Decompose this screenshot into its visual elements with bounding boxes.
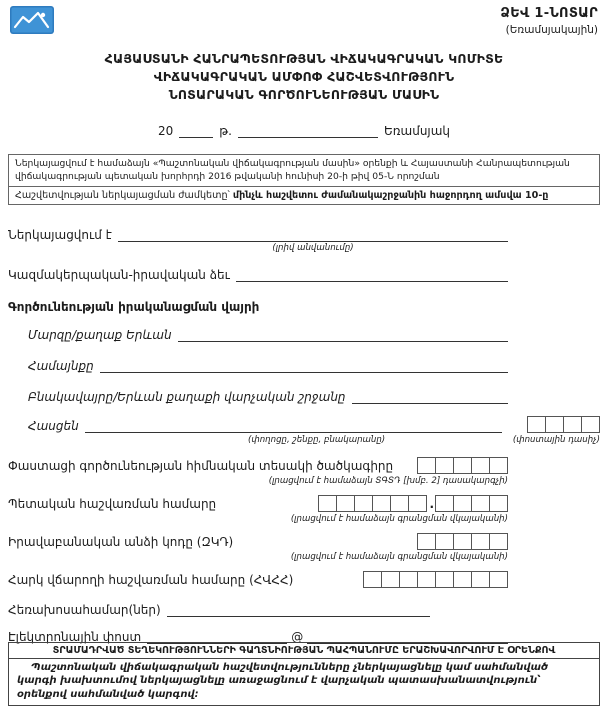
code-box[interactable] — [408, 495, 427, 512]
field-community — [28, 358, 600, 373]
code-box[interactable] — [581, 416, 600, 433]
year-prefix: 20 — [158, 124, 174, 138]
field-marz — [28, 327, 600, 342]
postal-code-hint: (փոստային դասիչ) — [512, 435, 600, 445]
code-box[interactable] — [435, 533, 454, 550]
form-title — [8, 50, 600, 104]
field-activity-code — [8, 457, 600, 474]
state-reg-boxes-right — [436, 495, 508, 512]
taxpayer-id-label: Հարկ վճարողի հաշվառման համարը (ՀՎՀՀ) — [8, 572, 294, 587]
community-label: Համայնքը — [28, 359, 94, 373]
code-box[interactable] — [453, 533, 472, 550]
page-header — [8, 6, 600, 36]
address-input[interactable] — [85, 418, 502, 433]
code-box[interactable] — [489, 457, 508, 474]
code-box[interactable] — [453, 457, 472, 474]
code-box[interactable] — [435, 495, 454, 512]
year-input[interactable] — [179, 124, 213, 138]
field-presented-by — [8, 227, 600, 242]
legal-entity-code-boxes — [418, 533, 508, 550]
code-box[interactable] — [318, 495, 337, 512]
code-box[interactable] — [527, 416, 546, 433]
org-legal-form-label: Կազմակերպական-իրավական ձեւ — [8, 268, 230, 282]
activity-code-hint: (լրացվում է համաձայն ՏԳՏԴ [խմբ. 2] դասակարգչի) — [268, 476, 508, 486]
field-settlement — [28, 389, 600, 404]
legal-entity-code-label: Իրավաբանական անձի կոդը (ԶԿԴ) — [8, 534, 234, 549]
address-label: Հասցեն — [28, 419, 79, 433]
field-address — [28, 416, 600, 433]
form-periodicity: (Եռամսյակային) — [505, 24, 598, 36]
field-taxpayer-id — [8, 571, 600, 588]
code-box[interactable] — [363, 571, 382, 588]
code-box[interactable] — [471, 533, 490, 550]
activity-code-label: Փաստացի գործունեության հիմնական տեսակի ծածկագիրը — [8, 458, 394, 473]
legal-box — [8, 154, 600, 205]
title-line-3: ՆՈՏԱՐԱԿԱՆ ԳՈՐԾՈՒՆԵՈՒԹՅԱՆ ՄԱՍԻՆ — [168, 87, 440, 102]
field-legal-entity-code — [8, 533, 600, 550]
legal-entity-code-hint: (լրացվում է համաձայն գրանցման վկայականի) — [290, 552, 508, 562]
postal-code-boxes — [528, 416, 600, 433]
code-box[interactable] — [381, 571, 400, 588]
code-box[interactable] — [390, 495, 409, 512]
marz-label: Մարզը/քաղաք Երևան — [28, 328, 172, 342]
state-reg-label: Պետական հաշվառման համարը — [8, 496, 217, 511]
location-heading: Գործունեության իրականացման վայրի — [8, 300, 260, 314]
field-phone — [8, 602, 600, 617]
code-box[interactable] — [372, 495, 391, 512]
submission-basis: Ներկայացվում է համաձայն «Պաշտոնական վիճակագրության մասին» օրենքի և Հայաստանի Հանրապետության վիճակագրության պետական խորհրդի 2016 թվականի հունիսի 20-ի թիվ 05-Ն որոշման — [15, 158, 570, 182]
code-box[interactable] — [417, 457, 436, 474]
presented-by-input[interactable] — [118, 227, 508, 242]
taxpayer-id-boxes — [364, 571, 508, 588]
code-box[interactable] — [435, 571, 454, 588]
marz-input[interactable] — [178, 327, 508, 342]
footer-box — [8, 642, 600, 707]
state-reg-boxes-left — [319, 495, 427, 512]
code-box[interactable] — [417, 533, 436, 550]
code-box[interactable] — [489, 495, 508, 512]
state-reg-separator: . — [429, 496, 434, 511]
state-reg-hint: (լրացվում է համաձայն գրանցման վկայականի) — [290, 514, 508, 524]
confidentiality-notice: ՏՐԱՄԱԴՐՎԱԾ ՏԵՂԵԿՈՒԹՅՈՒՆՆԵՐԻ ԳԱՂՏՆԻՈՒԹՅԱՆ ՊԱՀՊԱՆՈՒՄԸ ԵՐԱՇԽԱՎՈՐՎՈՒՄ Է ՕՐԵՆՔՈՎ — [9, 643, 599, 659]
code-box[interactable] — [354, 495, 373, 512]
chart-icon — [10, 6, 54, 34]
phone-input[interactable] — [167, 602, 430, 617]
code-box[interactable] — [453, 495, 472, 512]
address-hints — [8, 435, 600, 445]
code-box[interactable] — [563, 416, 582, 433]
form-code: ՁԵՎ 1-ՆՈՏԱՐ — [500, 6, 598, 21]
code-box[interactable] — [489, 571, 508, 588]
title-line-2: ՎԻՃԱԿԱԳՐԱԿԱՆ ԱՄՓՈՓ ՀԱՇՎԵՏՎՈՒԹՅՈՒՆ — [153, 69, 455, 84]
email-label: Էլեկտրոնային փոստ — [8, 630, 142, 644]
field-state-reg-number — [8, 495, 600, 512]
deadline-label: Հաշվետվության ներկայացման ժամկետը՝ — [15, 190, 230, 201]
code-box[interactable] — [336, 495, 355, 512]
code-box[interactable] — [471, 457, 490, 474]
code-box[interactable] — [545, 416, 564, 433]
settlement-input[interactable] — [352, 389, 508, 404]
code-box[interactable] — [399, 571, 418, 588]
address-hint: (փողոցը, շենքը, բնակարանը) — [248, 435, 386, 445]
code-box[interactable] — [471, 571, 490, 588]
field-org-legal-form — [8, 267, 600, 282]
deadline-value: մինչև հաշվետու ժամանակաշրջանին հաջորդող ամսվա 10-ը — [232, 190, 549, 201]
year-suffix: թ. — [219, 124, 232, 138]
armstat-logo — [10, 6, 54, 34]
deadline-row — [9, 186, 599, 204]
quarter-input[interactable] — [238, 124, 378, 138]
form-code-block — [500, 6, 600, 36]
period-label: Եռամսյակ — [383, 124, 450, 138]
code-box[interactable] — [435, 457, 454, 474]
presented-by-hint: (լրիվ անվանումը) — [272, 243, 354, 253]
code-box[interactable] — [489, 533, 508, 550]
community-input[interactable] — [100, 358, 508, 373]
liability-notice: Պաշտոնական վիճակագրական հաշվետվությունները չներկայացնելը կամ սահմանված կարգի խախտումով ներկայացնելը առաջացնում է վարչական պատասխանատվություն՝ օրենքով սահմանված կարգով: — [17, 661, 549, 700]
title-line-1: ՀԱՅԱՍՏԱՆԻ ՀԱՆՐԱՊԵՏՈՒԹՅԱՆ ՎԻՃԱԿԱԳՐԱԿԱՆ ԿՈՄԻՏԵ — [104, 51, 504, 66]
report-period-row — [8, 124, 600, 138]
code-box[interactable] — [417, 571, 436, 588]
activity-code-boxes — [418, 457, 508, 474]
presented-by-label: Ներկայացվում է — [8, 228, 112, 242]
code-box[interactable] — [453, 571, 472, 588]
code-box[interactable] — [471, 495, 490, 512]
settlement-label: Բնակավայրը/Երևան քաղաքի վարչական շրջանը — [28, 390, 346, 404]
email-at-sign: @ — [291, 630, 304, 644]
org-legal-form-input[interactable] — [236, 267, 508, 282]
phone-label: Հեռախոսահամար(ներ) — [8, 603, 161, 617]
